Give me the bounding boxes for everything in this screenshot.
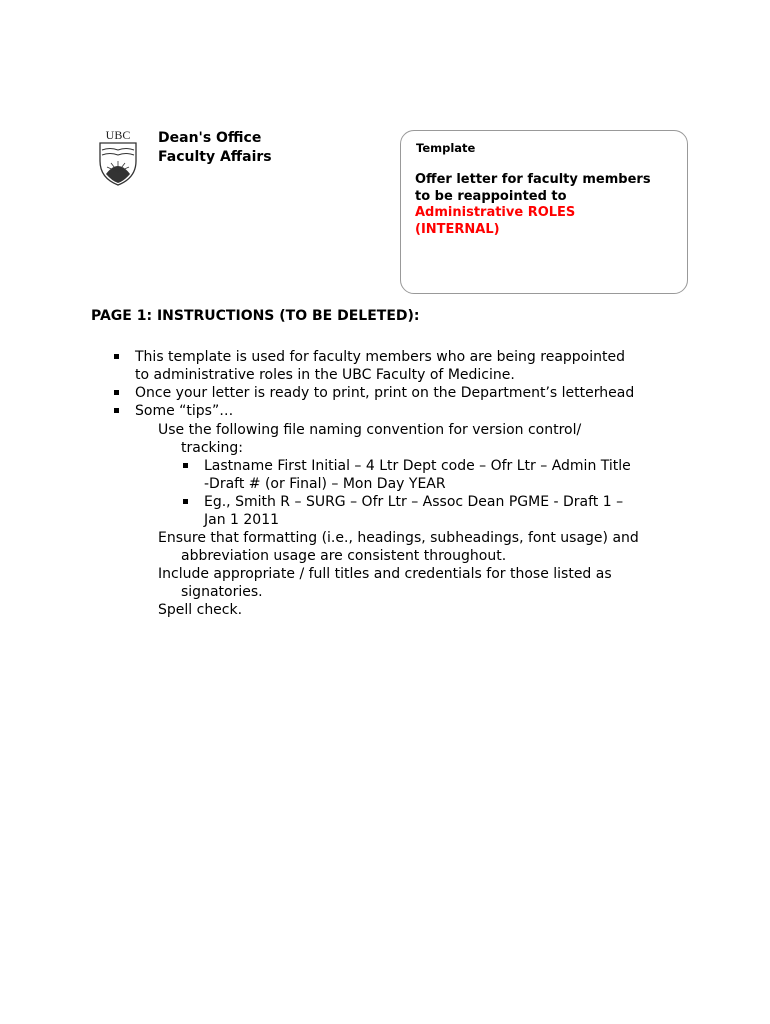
tip-text: Include appropriate / full titles and credentials for those listed as bbox=[158, 566, 612, 582]
naming-convention-text: -Draft # (or Final) – Mon Day YEAR bbox=[204, 476, 446, 492]
template-title bbox=[415, 172, 651, 238]
tip-text: tracking: bbox=[181, 440, 243, 456]
template-box bbox=[400, 130, 688, 294]
ubc-logo-text: UBC bbox=[105, 128, 131, 142]
bullet-icon bbox=[183, 463, 188, 468]
bullet-icon bbox=[114, 408, 119, 413]
tip-text: Spell check. bbox=[158, 602, 243, 618]
instruction-text: to administrative roles in the UBC Faculty of Medicine. bbox=[135, 367, 515, 383]
ubc-logo bbox=[98, 128, 138, 186]
template-title-line: Offer letter for faculty members bbox=[415, 172, 651, 187]
bullet-icon bbox=[114, 390, 119, 395]
bullet-icon bbox=[114, 354, 119, 359]
tip-text: abbreviation usage are consistent throughout. bbox=[181, 548, 507, 564]
instruction-text: Once your letter is ready to print, print on the Department’s letterhead bbox=[135, 385, 635, 401]
tip-text: Use the following file naming convention for version control/ bbox=[158, 422, 582, 438]
instructions-heading: PAGE 1: INSTRUCTIONS (TO BE DELETED): bbox=[91, 308, 420, 324]
instruction-text: Some “tips”… bbox=[135, 403, 234, 419]
office-department: Faculty Affairs bbox=[158, 149, 272, 165]
template-title-highlight: Administrative ROLES bbox=[415, 205, 576, 220]
tip-text: Ensure that formatting (i.e., headings, subheadings, font usage) and bbox=[158, 530, 639, 546]
office-name: Dean's Office bbox=[158, 130, 262, 146]
tip-text: signatories. bbox=[181, 584, 263, 600]
template-title-highlight: (INTERNAL) bbox=[415, 221, 500, 237]
template-label: Template bbox=[416, 141, 476, 155]
template-title-line: to be reappointed to bbox=[415, 188, 567, 204]
bullet-icon bbox=[183, 499, 188, 504]
naming-convention-text: Lastname First Initial – 4 Ltr Dept code – Ofr Ltr – Admin Title bbox=[204, 458, 631, 474]
office-header bbox=[158, 129, 272, 167]
instruction-text: This template is used for faculty members who are being reappointed bbox=[135, 349, 625, 365]
naming-example-text: Eg., Smith R – SURG – Ofr Ltr – Assoc Dean PGME - Draft 1 – bbox=[204, 494, 624, 510]
naming-example-text: Jan 1 2011 bbox=[204, 512, 280, 528]
